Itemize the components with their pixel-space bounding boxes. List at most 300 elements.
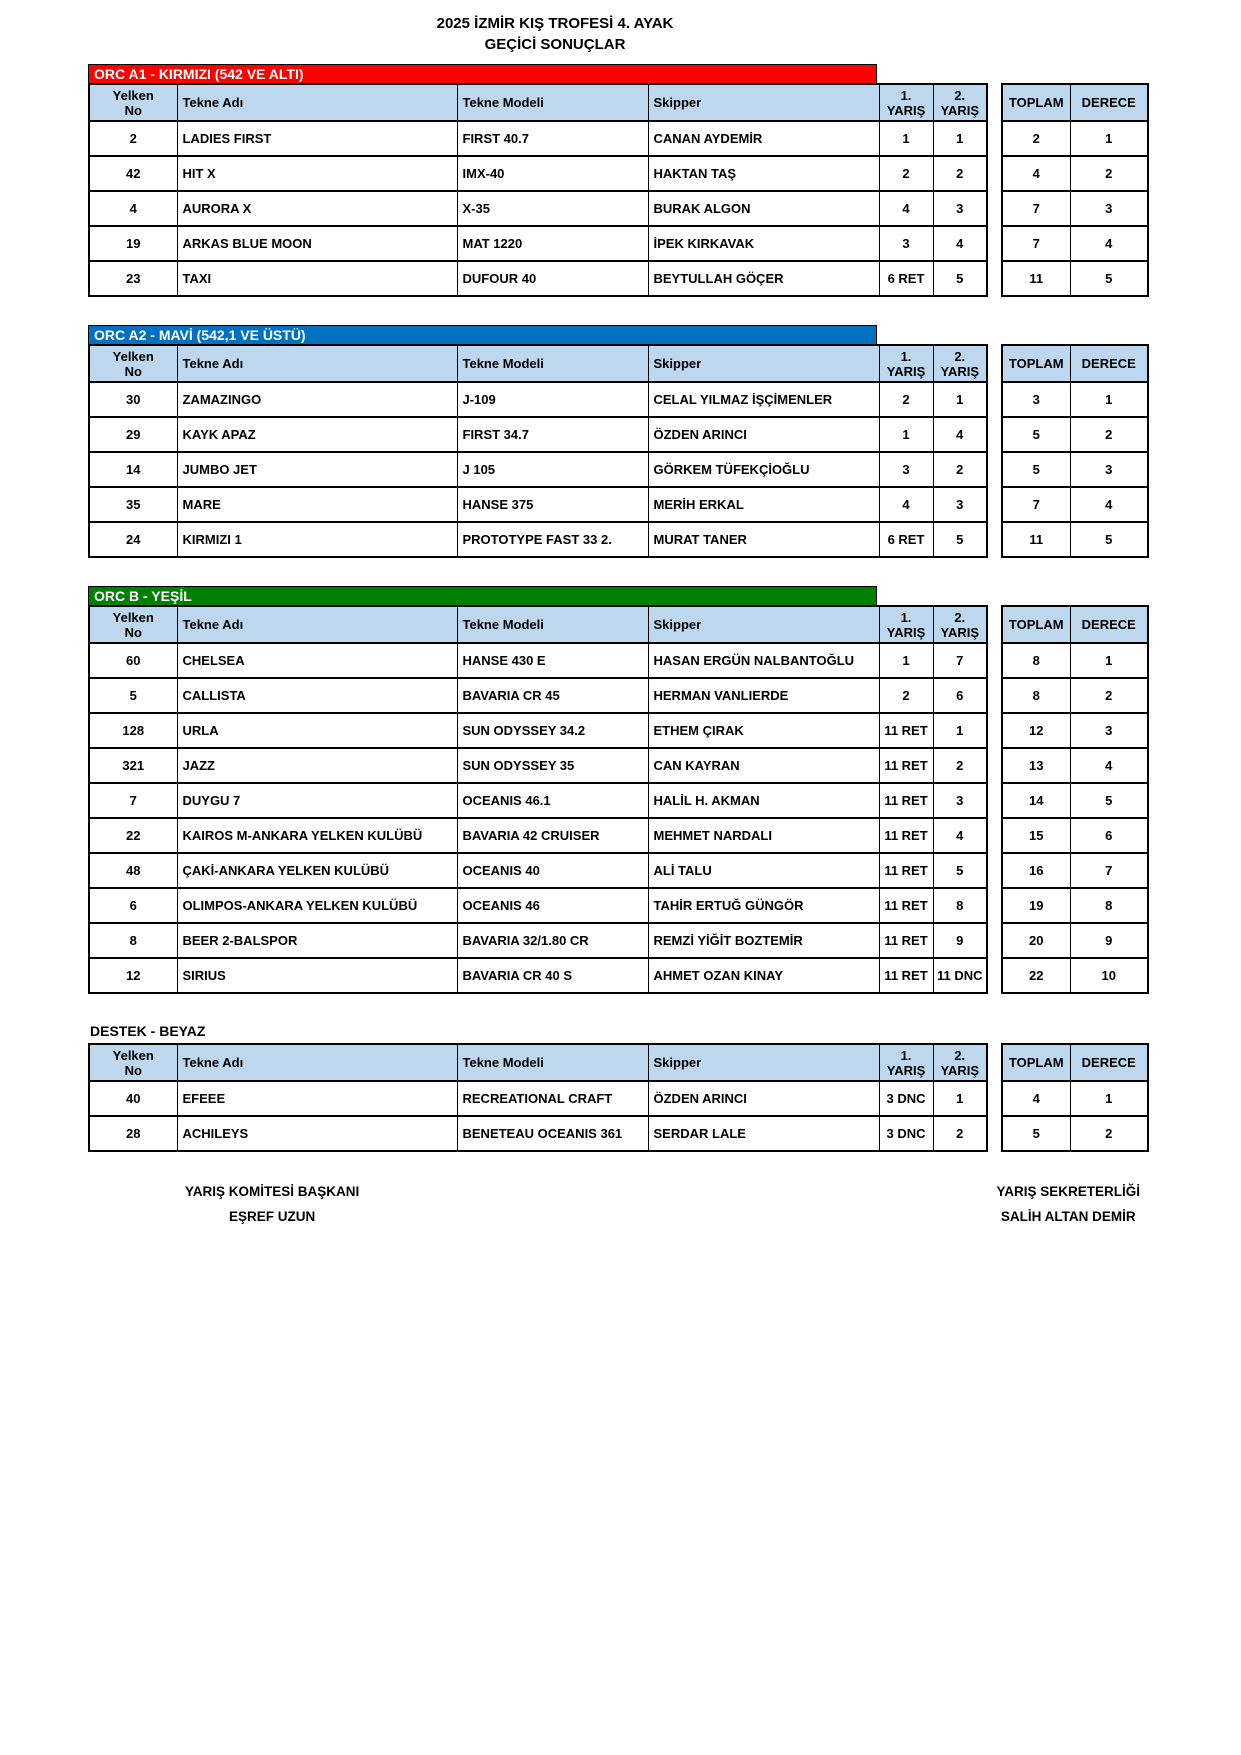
header-row: [1002, 345, 1148, 382]
col-header-toplam: TOPLAM: [1002, 1044, 1070, 1081]
col-header-yaris1: [879, 1044, 933, 1081]
boat-row: [89, 417, 987, 452]
skipper-cell: SERDAR LALE: [648, 1116, 879, 1151]
col-header-yelken-no: [89, 345, 177, 382]
totals-row: [1002, 261, 1148, 296]
skipper-cell: REMZİ YİĞİT BOZTEMİR: [648, 923, 879, 958]
results-table-head: [89, 345, 987, 382]
race1-result-cell: 6 RET: [879, 261, 933, 296]
skipper-cell: HASAN ERGÜN NALBANTOĞLU: [648, 643, 879, 678]
totals-row: [1002, 522, 1148, 557]
rank-cell: 4: [1070, 748, 1148, 783]
skipper-cell: MURAT TANER: [648, 522, 879, 557]
boat-row: [89, 748, 987, 783]
header-row: [1002, 84, 1148, 121]
total-points-cell: 8: [1002, 678, 1070, 713]
sail-number-cell: 42: [89, 156, 177, 191]
race2-result-cell: 2: [933, 748, 987, 783]
race1-result-cell: 2: [879, 678, 933, 713]
header-row: [89, 606, 987, 643]
skipper-cell: BEYTULLAH GÖÇER: [648, 261, 879, 296]
race1-result-cell: 11 RET: [879, 783, 933, 818]
col-header-toplam: TOPLAM: [1002, 345, 1070, 382]
race2-result-cell: 1: [933, 1081, 987, 1116]
page-title: 2025 İZMİR KIŞ TROFESİ 4. AYAK: [436, 15, 674, 32]
section-header-bar: ORC B - YEŞİL: [88, 586, 877, 605]
section-tables: [88, 83, 1241, 297]
rank-cell: 6: [1070, 818, 1148, 853]
boat-model-cell: BAVARIA 32/1.80 CR: [457, 923, 648, 958]
section-header-label: DESTEK - BEYAZ: [90, 1023, 206, 1039]
boat-model-cell: BAVARIA 42 CRUISER: [457, 818, 648, 853]
rank-cell: 1: [1070, 1081, 1148, 1116]
totals-table-head: [1002, 1044, 1148, 1081]
col-header-yaris2-text: 2. YARIŞ: [940, 87, 980, 118]
boat-row: [89, 226, 987, 261]
col-header-yaris2-text: 2. YARIŞ: [940, 1047, 980, 1078]
section-orc-b-yesil: [88, 586, 1241, 994]
results-table-body: [89, 382, 987, 557]
race1-result-cell: 11 RET: [879, 748, 933, 783]
sail-number-cell: 2: [89, 121, 177, 156]
col-header-yaris2-text: 2. YARIŞ: [940, 348, 980, 379]
total-points-cell: 14: [1002, 783, 1070, 818]
boat-row: [89, 1081, 987, 1116]
sail-number-cell: 7: [89, 783, 177, 818]
section-tables: [88, 344, 1241, 558]
rank-cell: 10: [1070, 958, 1148, 993]
race2-result-cell: 8: [933, 888, 987, 923]
results-table: [88, 83, 988, 297]
totals-table: [1001, 605, 1149, 994]
col-header-yaris2: [933, 1044, 987, 1081]
race1-result-cell: 11 RET: [879, 888, 933, 923]
col-header-tekne-adi: Tekne Adı: [177, 84, 457, 121]
sail-number-cell: 28: [89, 1116, 177, 1151]
col-header-skipper: Skipper: [648, 84, 879, 121]
totals-row: [1002, 156, 1148, 191]
boat-model-cell: SUN ODYSSEY 34.2: [457, 713, 648, 748]
totals-table-body: [1002, 382, 1148, 557]
race2-result-cell: 5: [933, 261, 987, 296]
race2-result-cell: 4: [933, 226, 987, 261]
skipper-cell: HAKTAN TAŞ: [648, 156, 879, 191]
results-table-body: [89, 643, 987, 993]
boat-model-cell: BENETEAU OCEANIS 361: [457, 1116, 648, 1151]
skipper-cell: ETHEM ÇIRAK: [648, 713, 879, 748]
skipper-cell: GÖRKEM TÜFEKÇİOĞLU: [648, 452, 879, 487]
sail-number-cell: 40: [89, 1081, 177, 1116]
header-row: [1002, 1044, 1148, 1081]
rank-cell: 1: [1070, 643, 1148, 678]
section-orc-a1-kirmizi: [88, 64, 1241, 297]
total-points-cell: 11: [1002, 261, 1070, 296]
col-header-yaris1-text: 1. YARIŞ: [886, 1047, 926, 1078]
sail-number-cell: 22: [89, 818, 177, 853]
page-titles: [0, 13, 1110, 55]
total-points-cell: 7: [1002, 191, 1070, 226]
boat-name-cell: TAXI: [177, 261, 457, 296]
totals-row: [1002, 487, 1148, 522]
sail-number-cell: 30: [89, 382, 177, 417]
boat-row: [89, 452, 987, 487]
totals-row: [1002, 1116, 1148, 1151]
race1-result-cell: 3: [879, 226, 933, 261]
sail-number-cell: 4: [89, 191, 177, 226]
boat-name-cell: AURORA X: [177, 191, 457, 226]
rank-cell: 2: [1070, 156, 1148, 191]
race1-result-cell: 3 DNC: [879, 1081, 933, 1116]
race-committee-chair-name: EŞREF UZUN: [229, 1209, 316, 1224]
race1-result-cell: 2: [879, 382, 933, 417]
skipper-cell: CANAN AYDEMİR: [648, 121, 879, 156]
col-header-derece: DERECE: [1070, 345, 1148, 382]
boat-name-cell: MARE: [177, 487, 457, 522]
totals-table: [1001, 344, 1149, 558]
totals-row: [1002, 191, 1148, 226]
col-header-yaris2-text: 2. YARIŞ: [940, 609, 980, 640]
results-table-body: [89, 1081, 987, 1151]
boat-name-cell: JAZZ: [177, 748, 457, 783]
boat-row: [89, 643, 987, 678]
boat-model-cell: BAVARIA CR 40 S: [457, 958, 648, 993]
race1-result-cell: 1: [879, 643, 933, 678]
skipper-cell: MEHMET NARDALI: [648, 818, 879, 853]
totals-table: [1001, 1043, 1149, 1152]
col-header-derece: DERECE: [1070, 1044, 1148, 1081]
col-header-yaris2: [933, 84, 987, 121]
boat-model-cell: PROTOTYPE FAST 33 2.: [457, 522, 648, 557]
race2-result-cell: 1: [933, 121, 987, 156]
boat-name-cell: KAIROS M-ANKARA YELKEN KULÜBÜ: [177, 818, 457, 853]
boat-row: [89, 853, 987, 888]
boat-name-cell: JUMBO JET: [177, 452, 457, 487]
total-points-cell: 4: [1002, 156, 1070, 191]
col-header-yaris1-text: 1. YARIŞ: [886, 348, 926, 379]
boat-model-cell: OCEANIS 40: [457, 853, 648, 888]
boat-name-cell: KAYK APAZ: [177, 417, 457, 452]
col-header-tekne-adi: Tekne Adı: [177, 606, 457, 643]
section-header-bar: ORC A1 - KIRMIZI (542 VE ALTI): [88, 64, 877, 83]
totals-table-body: [1002, 1081, 1148, 1151]
boat-row: [89, 191, 987, 226]
totals-row: [1002, 713, 1148, 748]
boat-model-cell: OCEANIS 46.1: [457, 783, 648, 818]
totals-row: [1002, 783, 1148, 818]
boat-name-cell: HIT X: [177, 156, 457, 191]
skipper-cell: ÖZDEN ARINCI: [648, 417, 879, 452]
totals-row: [1002, 452, 1148, 487]
race1-result-cell: 1: [879, 417, 933, 452]
col-header-yelken-no-text: Yelken No: [112, 609, 154, 640]
boat-name-cell: DUYGU 7: [177, 783, 457, 818]
totals-row: [1002, 643, 1148, 678]
race2-result-cell: 2: [933, 1116, 987, 1151]
race2-result-cell: 1: [933, 382, 987, 417]
race1-result-cell: 11 RET: [879, 853, 933, 888]
sail-number-cell: 35: [89, 487, 177, 522]
race-committee-chair-title: YARIŞ KOMİTESİ BAŞKANI: [185, 1184, 360, 1199]
sail-number-cell: 12: [89, 958, 177, 993]
signature-right: [996, 1179, 1140, 1229]
totals-row: [1002, 417, 1148, 452]
sail-number-cell: 24: [89, 522, 177, 557]
sail-number-cell: 5: [89, 678, 177, 713]
boat-row: [89, 783, 987, 818]
boat-row: [89, 713, 987, 748]
boat-model-cell: HANSE 375: [457, 487, 648, 522]
col-header-yelken-no-text: Yelken No: [112, 1047, 154, 1078]
race2-result-cell: 2: [933, 452, 987, 487]
totals-table-body: [1002, 643, 1148, 993]
totals-row: [1002, 958, 1148, 993]
boat-row: [89, 261, 987, 296]
total-points-cell: 22: [1002, 958, 1070, 993]
boat-row: [89, 382, 987, 417]
race1-result-cell: 3 DNC: [879, 1116, 933, 1151]
total-points-cell: 13: [1002, 748, 1070, 783]
rank-cell: 7: [1070, 853, 1148, 888]
col-header-toplam: TOPLAM: [1002, 606, 1070, 643]
boat-model-cell: FIRST 34.7: [457, 417, 648, 452]
col-header-yelken-no: [89, 606, 177, 643]
section-tables: [88, 605, 1241, 994]
header-row: [89, 84, 987, 121]
boat-model-cell: HANSE 430 E: [457, 643, 648, 678]
totals-table: [1001, 83, 1149, 297]
race1-result-cell: 11 RET: [879, 958, 933, 993]
sail-number-cell: 14: [89, 452, 177, 487]
col-header-yelken-no-text: Yelken No: [112, 87, 154, 118]
col-header-derece: DERECE: [1070, 84, 1148, 121]
totals-row: [1002, 818, 1148, 853]
col-header-tekne-modeli: Tekne Modeli: [457, 606, 648, 643]
section-destek-beyaz: [88, 1022, 1241, 1152]
race-secretariat-name: SALİH ALTAN DEMİR: [1000, 1209, 1136, 1224]
boat-row: [89, 1116, 987, 1151]
skipper-cell: MERİH ERKAL: [648, 487, 879, 522]
race2-result-cell: 7: [933, 643, 987, 678]
results-table-body: [89, 121, 987, 296]
totals-row: [1002, 382, 1148, 417]
total-points-cell: 19: [1002, 888, 1070, 923]
signature-left: [185, 1179, 359, 1229]
col-header-skipper: Skipper: [648, 1044, 879, 1081]
skipper-cell: BURAK ALGON: [648, 191, 879, 226]
boat-name-cell: CALLISTA: [177, 678, 457, 713]
boat-name-cell: URLA: [177, 713, 457, 748]
total-points-cell: 8: [1002, 643, 1070, 678]
skipper-cell: TAHİR ERTUĞ GÜNGÖR: [648, 888, 879, 923]
race1-result-cell: 11 RET: [879, 923, 933, 958]
race2-result-cell: 4: [933, 818, 987, 853]
col-header-derece: DERECE: [1070, 606, 1148, 643]
rank-cell: 3: [1070, 191, 1148, 226]
rank-cell: 8: [1070, 888, 1148, 923]
header-row: [1002, 606, 1148, 643]
skipper-cell: ALİ TALU: [648, 853, 879, 888]
race2-result-cell: 3: [933, 191, 987, 226]
sail-number-cell: 6: [89, 888, 177, 923]
boat-name-cell: ZAMAZINGO: [177, 382, 457, 417]
race2-result-cell: 3: [933, 487, 987, 522]
col-header-tekne-modeli: Tekne Modeli: [457, 84, 648, 121]
race-secretariat-title: YARIŞ SEKRETERLİĞİ: [996, 1184, 1140, 1199]
sail-number-cell: 29: [89, 417, 177, 452]
total-points-cell: 3: [1002, 382, 1070, 417]
sail-number-cell: 60: [89, 643, 177, 678]
boat-row: [89, 121, 987, 156]
rank-cell: 3: [1070, 713, 1148, 748]
race2-result-cell: 4: [933, 417, 987, 452]
sail-number-cell: 19: [89, 226, 177, 261]
boat-model-cell: OCEANIS 46: [457, 888, 648, 923]
boat-row: [89, 888, 987, 923]
boat-row: [89, 958, 987, 993]
col-header-yaris2: [933, 345, 987, 382]
total-points-cell: 12: [1002, 713, 1070, 748]
boat-row: [89, 923, 987, 958]
header-row: [89, 1044, 987, 1081]
col-header-yaris1-text: 1. YARIŞ: [886, 609, 926, 640]
rank-cell: 9: [1070, 923, 1148, 958]
col-header-toplam: TOPLAM: [1002, 84, 1070, 121]
boat-model-cell: MAT 1220: [457, 226, 648, 261]
rank-cell: 5: [1070, 261, 1148, 296]
totals-table-head: [1002, 606, 1148, 643]
section-orc-a2-mavi: [88, 325, 1241, 558]
totals-table-head: [1002, 84, 1148, 121]
total-points-cell: 5: [1002, 1116, 1070, 1151]
total-points-cell: 2: [1002, 121, 1070, 156]
total-points-cell: 4: [1002, 1081, 1070, 1116]
section-tables: [88, 1043, 1241, 1152]
sail-number-cell: 48: [89, 853, 177, 888]
rank-cell: 5: [1070, 783, 1148, 818]
results-table: [88, 605, 988, 994]
sail-number-cell: 321: [89, 748, 177, 783]
boat-name-cell: ÇAKİ-ANKARA YELKEN KULÜBÜ: [177, 853, 457, 888]
total-points-cell: 16: [1002, 853, 1070, 888]
skipper-cell: CELAL YILMAZ İŞÇİMENLER: [648, 382, 879, 417]
race2-result-cell: 5: [933, 853, 987, 888]
skipper-cell: AHMET OZAN KINAY: [648, 958, 879, 993]
col-header-yaris1-text: 1. YARIŞ: [886, 87, 926, 118]
race2-result-cell: 2: [933, 156, 987, 191]
totals-row: [1002, 226, 1148, 261]
boat-name-cell: LADIES FIRST: [177, 121, 457, 156]
boat-model-cell: J 105: [457, 452, 648, 487]
signatures: [185, 1179, 1140, 1229]
boat-row: [89, 818, 987, 853]
boat-row: [89, 678, 987, 713]
col-header-tekne-adi: Tekne Adı: [177, 1044, 457, 1081]
race1-result-cell: 6 RET: [879, 522, 933, 557]
race1-result-cell: 3: [879, 452, 933, 487]
rank-cell: 2: [1070, 678, 1148, 713]
boat-name-cell: CHELSEA: [177, 643, 457, 678]
sections-container: [88, 64, 1241, 1152]
boat-name-cell: OLIMPOS-ANKARA YELKEN KULÜBÜ: [177, 888, 457, 923]
boat-name-cell: ACHILEYS: [177, 1116, 457, 1151]
boat-name-cell: EFEEE: [177, 1081, 457, 1116]
page-subtitle: GEÇİCİ SONUÇLAR: [484, 36, 626, 53]
boat-row: [89, 487, 987, 522]
col-header-yaris2: [933, 606, 987, 643]
boat-row: [89, 156, 987, 191]
sail-number-cell: 128: [89, 713, 177, 748]
boat-model-cell: RECREATIONAL CRAFT: [457, 1081, 648, 1116]
race1-result-cell: 11 RET: [879, 818, 933, 853]
rank-cell: 5: [1070, 522, 1148, 557]
boat-model-cell: FIRST 40.7: [457, 121, 648, 156]
rank-cell: 2: [1070, 417, 1148, 452]
totals-table-body: [1002, 121, 1148, 296]
sail-number-cell: 23: [89, 261, 177, 296]
totals-row: [1002, 748, 1148, 783]
totals-row: [1002, 678, 1148, 713]
header-row: [89, 345, 987, 382]
boat-name-cell: BEER 2-BALSPOR: [177, 923, 457, 958]
col-header-yelken-no-text: Yelken No: [112, 348, 154, 379]
total-points-cell: 5: [1002, 452, 1070, 487]
boat-name-cell: KIRMIZI 1: [177, 522, 457, 557]
totals-table-head: [1002, 345, 1148, 382]
col-header-skipper: Skipper: [648, 345, 879, 382]
col-header-yelken-no: [89, 1044, 177, 1081]
total-points-cell: 7: [1002, 487, 1070, 522]
boat-model-cell: BAVARIA CR 45: [457, 678, 648, 713]
boat-model-cell: X-35: [457, 191, 648, 226]
boat-model-cell: IMX-40: [457, 156, 648, 191]
total-points-cell: 11: [1002, 522, 1070, 557]
skipper-cell: HALİL H. AKMAN: [648, 783, 879, 818]
boat-name-cell: SIRIUS: [177, 958, 457, 993]
results-table: [88, 344, 988, 558]
col-header-yaris1: [879, 606, 933, 643]
race2-result-cell: 9: [933, 923, 987, 958]
race1-result-cell: 1: [879, 121, 933, 156]
boat-model-cell: J-109: [457, 382, 648, 417]
rank-cell: 3: [1070, 452, 1148, 487]
col-header-yelken-no: [89, 84, 177, 121]
rank-cell: 2: [1070, 1116, 1148, 1151]
race1-result-cell: 4: [879, 487, 933, 522]
totals-row: [1002, 888, 1148, 923]
boat-row: [89, 522, 987, 557]
total-points-cell: 20: [1002, 923, 1070, 958]
results-table-head: [89, 84, 987, 121]
race2-result-cell: 11 DNC: [933, 958, 987, 993]
boat-model-cell: DUFOUR 40: [457, 261, 648, 296]
col-header-yaris1: [879, 345, 933, 382]
race2-result-cell: 1: [933, 713, 987, 748]
sail-number-cell: 8: [89, 923, 177, 958]
section-header-bar: ORC A2 - MAVİ (542,1 VE ÜSTÜ): [88, 325, 877, 344]
race1-result-cell: 4: [879, 191, 933, 226]
race2-result-cell: 3: [933, 783, 987, 818]
race1-result-cell: 2: [879, 156, 933, 191]
rank-cell: 1: [1070, 121, 1148, 156]
total-points-cell: 5: [1002, 417, 1070, 452]
race1-result-cell: 11 RET: [879, 713, 933, 748]
totals-row: [1002, 923, 1148, 958]
boat-model-cell: SUN ODYSSEY 35: [457, 748, 648, 783]
skipper-cell: CAN KAYRAN: [648, 748, 879, 783]
totals-row: [1002, 853, 1148, 888]
col-header-skipper: Skipper: [648, 606, 879, 643]
results-table: [88, 1043, 988, 1152]
